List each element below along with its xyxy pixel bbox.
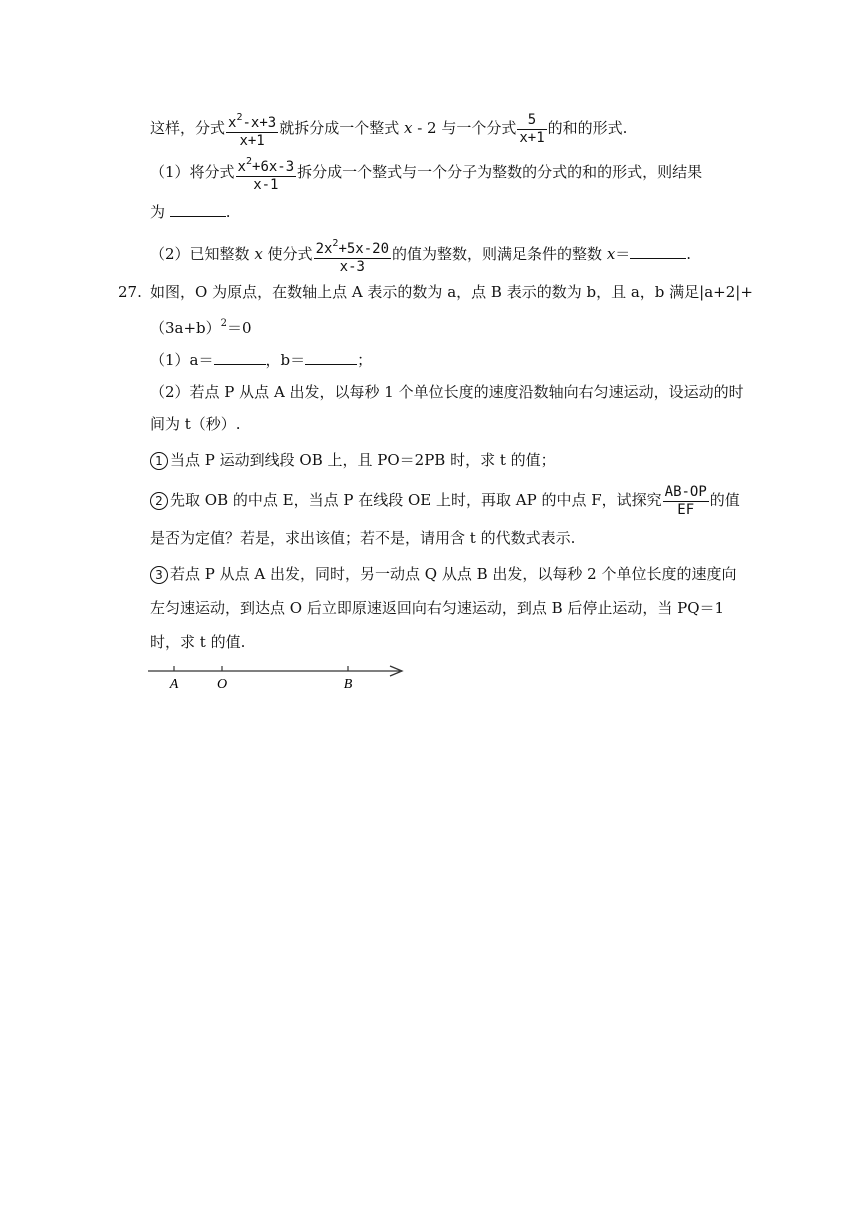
- p27-sub3-line2: 左匀速运动，到达点 O 后立即原速返回向右匀速运动，到点 B 后停止运动，当 PQ＝1: [150, 599, 725, 617]
- label-o: O: [216, 677, 228, 692]
- p26-q1-line2: 为 .: [150, 203, 231, 221]
- p26-q1-line1: （1）将分式 $\frac{x^2+6x-3}{x-1}$ 拆分成一个整式与一个分子为整数的分式的和的形式，则结果: [150, 150, 702, 194]
- fraction-q2: $\frac{2x^2+5x-20}{x-3}$: [314, 235, 391, 276]
- label-b: B: [343, 677, 353, 692]
- p27-sub2-line1: 2 先取 OB 的中点 E，当点 P 在线段 OE 上时，再取 AP 的中点 F，试探究 $\frac{AB-OP}{EF}$ 的值: [150, 478, 740, 522]
- p26-intro-line: 这样，分式 $\frac{x^2-x+3}{x+1}$ 就拆分成一个整式 x - 2 与一个分式 $\frac{5}{x+1}$ 的和的形式.: [150, 106, 627, 150]
- answer-blank: [170, 202, 226, 217]
- p27-q2-line1: （2）若点 P 从点 A 出发，以每秒 1 个单位长度的速度沿数轴向右匀速运动，设运动的时: [150, 383, 744, 401]
- circled-number-2: 2: [150, 492, 168, 510]
- circled-number-1: 1: [150, 452, 168, 470]
- fraction-sub2: $\frac{AB-OP}{EF}$: [664, 483, 707, 518]
- label-a: A: [169, 677, 179, 692]
- number-line-figure: [146, 662, 408, 692]
- answer-blank-a: [214, 350, 266, 365]
- fraction-intro-1: $\frac{x^2-x+3}{x+1}$: [226, 109, 278, 150]
- p27-sub2-line2: 是否为定值？若是，求出该值；若不是，请用含 t 的代数式表示.: [150, 529, 576, 547]
- fraction-intro-2: $\frac{5}{x+1}$: [519, 111, 545, 146]
- p27-stem-line1: 如图，O 为原点，在数轴上点 A 表示的数为 a，点 B 表示的数为 b，且 a，b 满足|a+2|+: [150, 283, 753, 301]
- p27-sub1: 1 当点 P 运动到线段 OB 上，且 PO＝2PB 时，求 t 的值；: [150, 450, 556, 470]
- p26-q2-line: （2）已知整数 x 使分式 $\frac{2x^2+5x-20}{x-3}$ 的值为整数，则满足条件的整数 x＝ .: [150, 232, 691, 276]
- answer-blank: [630, 244, 686, 259]
- answer-blank-b: [305, 350, 357, 365]
- p27-q1: （1）a＝ ，b＝ ；: [150, 351, 373, 369]
- p27-number: 27.: [118, 283, 142, 301]
- circled-number-3: 3: [150, 566, 168, 584]
- fraction-q1: $\frac{x^2+6x-3}{x-1}$: [236, 153, 297, 194]
- p27-sub3-line1: 3 若点 P 从点 A 出发，同时，另一动点 Q 从点 B 出发，以每秒 2 个单位长度的速度向: [150, 564, 736, 584]
- p27-q2-line2: 间为 t（秒）.: [150, 415, 241, 433]
- p27-stem-line2: $(3a+b)^2=0$: [150, 318, 252, 337]
- p27-sub3-line3: 时，求 t 的值.: [150, 633, 246, 651]
